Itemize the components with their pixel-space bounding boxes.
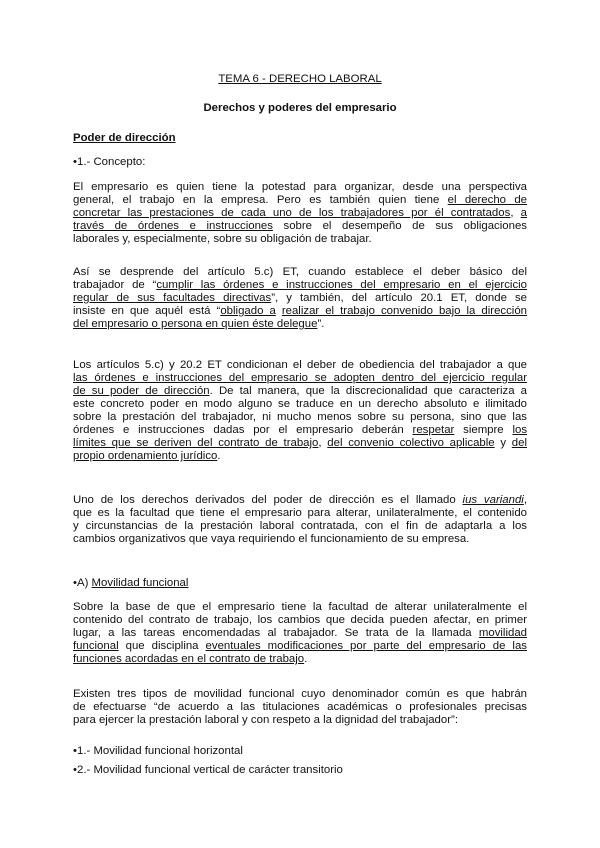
p2-line: trabajador de “cumplir las órdenes e instrucciones del empresario en el ejercicio [73,279,528,291]
p3-line: Los artículos 5.c) y 20.2 ET condicionan el deber de obediencia del trabajador a que [73,359,527,371]
p3-line: de su poder de dirección. De tal manera, que la discrecionalidad que caracteriza a [73,385,528,397]
doc-subtitle: Derechos y poderes del empresario [203,102,397,114]
p1-line: concretar las prestaciones de cada uno de los trabajadores por él contratados, a [73,207,527,219]
p3-line: sobre la prestación del trabajador, ni mucho menos sobre su persona, sino que las [73,411,527,423]
p2-line: del empresario o persona en quien éste delegue”. [73,318,325,330]
p2-line: regular de sus facultades directivas”, y también, del artículo 20.1 ET, donde se [73,292,528,304]
p1-line: laborales y, especialmente, sobre su obligación de trabajar. [73,233,372,245]
doc-title: TEMA 6 - DERECHO LABORAL [218,73,382,85]
p3-line: órdenes e instrucciones dadas por el empresario deberán respetar siempre los [73,424,528,436]
p1-line: través de órdenes e instrucciones sobre el desempeño de sus obligaciones [73,220,527,232]
p3-line: este concreto poder en modo alguno se traduce en un derecho absoluto e ilimitado [73,398,527,410]
list-item: •2.- Movilidad funcional vertical de carácter transitorio [73,764,343,776]
p2-line: insiste en que aquél está “obligado a realizar el trabajo convenido bajo la dirección [73,305,528,317]
p3-line: las órdenes e instrucciones del empresario se adopten dentro del ejercicio regular [73,372,527,384]
p4-line: que es la facultad que tiene el empresario para alterar, unilateralmente, el contenido [73,507,527,519]
p5-line: lugar, a las tareas encomendadas al trabajador. Se trata de la llamada movilidad [73,627,527,639]
subsection-heading: •A) Movilidad funcional [73,577,189,589]
p5-line: funciones acordadas en el contrato de trabajo. [73,653,308,665]
p4-line: cambios organizativos que vaya requiriendo el funcionamiento de su empresa. [73,533,470,545]
p4-line: y circunstancias de la prestación laboral contratada, con el fin de adaptarla a los [73,520,527,532]
p3-line: límites que se deriven del contrato de trabajo, del convenio colectivo aplicable y del [73,437,527,449]
concept-item: •1.- Concepto: [73,156,146,168]
p5-line: Sobre la base de que el empresario tiene la facultad de alterar unilateralmente el [73,601,527,613]
list-item: •1.- Movilidad funcional horizontal [73,745,243,757]
p4-line: Uno de los derechos derivados del poder de dirección es el llamado ius variandi, [73,494,527,506]
p6-line: de efectuarse “de acuerdo a las titulaciones académicas o profesionales precisas [73,701,527,713]
p2-line: Así se desprende del artículo 5.c) ET, cuando establece el deber básico del [73,266,527,278]
p1-line: El empresario es quien tiene la potestad para organizar, desde una perspectiva [73,181,527,193]
section-heading: Poder de dirección [73,132,176,144]
p5-line: contenido del contrato de trabajo, los cambios que decida pueden afectar, en primer [73,614,527,626]
p6-line: para ejercer la prestación laboral y con respeto a la dignidad del trabajador”: [73,714,458,726]
p5-line: funcional que disciplina eventuales modificaciones por parte del empresario de las [73,640,527,652]
p6-line: Existen tres tipos de movilidad funcional cuyo denominador común es que habrán [73,688,527,700]
p3-line: propio ordenamiento jurídico. [73,450,221,462]
p1-line: general, el trabajo en la empresa. Pero es también quien tiene el derecho de [73,194,528,206]
